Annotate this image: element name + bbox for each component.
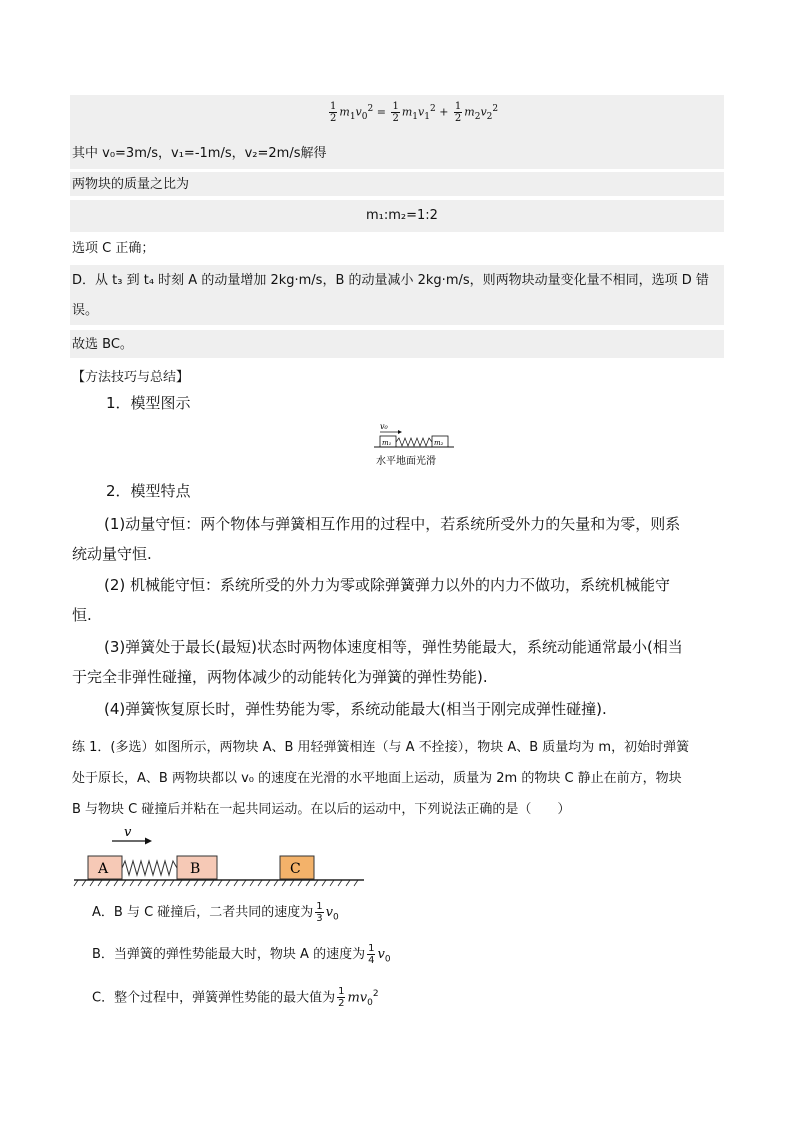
fig2-v-label: v xyxy=(124,825,132,840)
method-item-2: 2．模型特点 xyxy=(106,482,191,500)
option-c: C．整个过程中，弹簧弹性势能的最大值为 $\frac{1}{2}$ $mv_0^2$ xyxy=(92,986,379,1010)
fig1-m1-label: m₁ xyxy=(382,439,392,447)
model-figure xyxy=(372,420,456,472)
fig2-label-A: A xyxy=(98,861,109,877)
energy-equation: $\frac{1}{2}$ $m_1v_0^2$ = $\frac{1}{2}$ $m_1v_1^2$ + $\frac{1}{2}$ $m_2v_2^2$ xyxy=(330,101,499,125)
exercise-q-line2: 处于原长，A、B 两物块都以 v₀ 的速度在光滑的水平地面上运动，质量为 2m 的物块 C 静止在前方，物块 xyxy=(72,771,682,786)
fig2-label-B: B xyxy=(190,861,201,877)
fig2-spring xyxy=(122,861,177,875)
feature-4: (4)弹簧恢复原长时，弹性势能为零，系统动能最大(相当于刚完成弹性碰撞). xyxy=(104,700,607,718)
feature-3-line2: 于完全非弹性碰撞，两物体减少的动能转化为弹簧的弹性势能). xyxy=(72,668,488,686)
solution-band-6 xyxy=(70,330,724,358)
ratio-intro: 两物块的质量之比为 xyxy=(72,177,190,192)
mass-ratio: m₁:m₂=1:2 xyxy=(366,208,438,223)
fig1-spring xyxy=(396,438,432,446)
feature-2-line1: (2) 机械能守恒：系统所受的外力为零或除弹簧弹力以外的内力不做功，系统机械能守 xyxy=(104,576,671,594)
feature-2-line2: 恒. xyxy=(72,606,92,624)
exercise-figure xyxy=(72,822,368,888)
fig1-caption: 水平地面光滑 xyxy=(376,456,436,467)
feature-3-line1: (3)弹簧处于最长(最短)状态时两物体速度相等，弹性势能最大，系统动能通常最小(相当 xyxy=(104,638,683,656)
fig1-arrowhead xyxy=(398,430,402,434)
final-answer: 故选 BC。 xyxy=(72,337,133,352)
option-d-line1: D．从 t₃ 到 t₄ 时刻 A 的动量增加 2kg·m/s，B 的动量减小 2kg·m/s，则两物块动量变化量不相同，选项 D 错 xyxy=(72,273,709,288)
exercise-q-line1: 练 1．(多选）如图所示，两物块 A、B 用轻弹簧相连（与 A 不拴接），物块 A、B 质量均为 m，初始时弹簧 xyxy=(72,740,690,755)
method-heading: 【方法技巧与总结】 xyxy=(72,370,190,385)
values-line: 其中 v₀=3m/s，v₁=-1m/s，v₂=2m/s解得 xyxy=(72,146,327,161)
fig2-arrowhead xyxy=(145,838,152,845)
fig2-ground-hatch xyxy=(74,880,358,886)
option-c-verdict: 选项 C 正确； xyxy=(72,241,155,256)
exercise-q-line3: B 与物块 C 碰撞后并粘在一起共同运动。在以后的运动中，下列说法正确的是（ ） xyxy=(72,802,571,817)
fig1-m2-label: m₂ xyxy=(434,439,444,447)
option-d-line2: 误。 xyxy=(72,303,99,318)
feature-1-line1: (1)动量守恒：两个物体与弹簧相互作用的过程中，若系统所受外力的矢量和为零，则系 xyxy=(104,515,681,533)
option-b: B．当弹簧的弹性势能最大时，物块 A 的速度为 $\frac{1}{4}$ $v_0$ xyxy=(92,943,391,966)
method-item-1: 1．模型图示 xyxy=(106,394,191,412)
fig1-v-label: v₀ xyxy=(380,422,388,431)
option-a: A．B 与 C 碰撞后，二者共同的速度为 $\frac{1}{3}$ $v_0$ xyxy=(92,901,339,924)
feature-1-line2: 统动量守恒. xyxy=(72,545,152,563)
fig2-label-C: C xyxy=(290,861,301,877)
